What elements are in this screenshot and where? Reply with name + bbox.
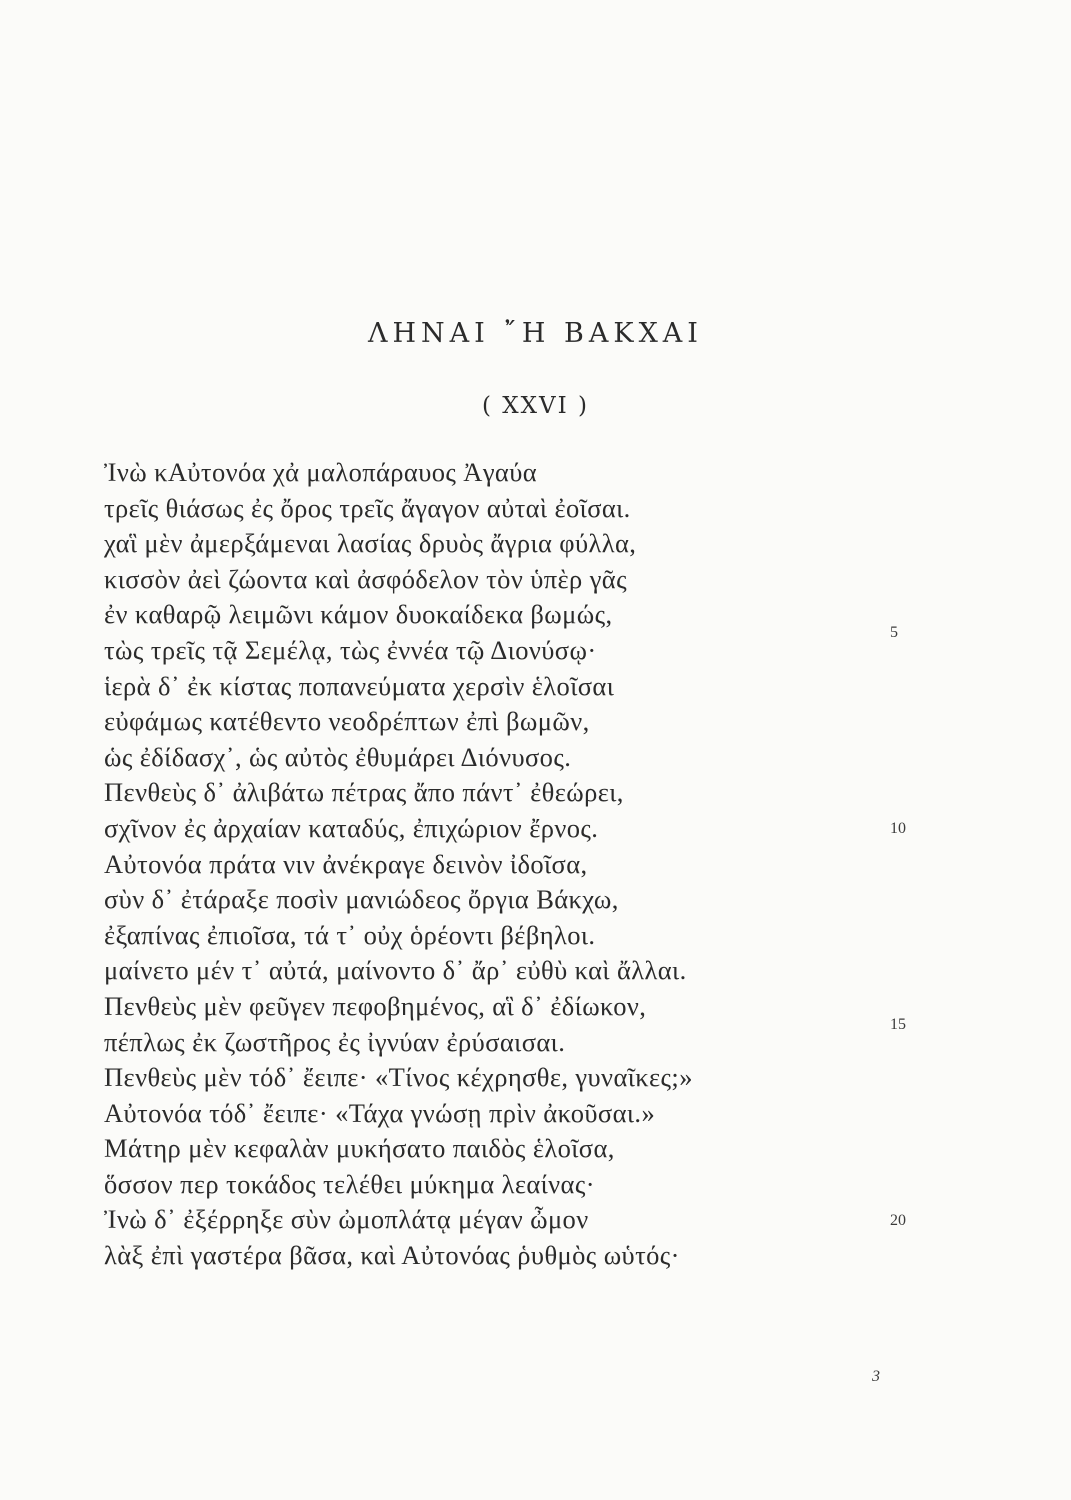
page-number: 3 — [872, 1368, 880, 1385]
verse-line: τὼς τρεῖς τᾷ Σεμέλᾳ, τὼς ἐννέα τῷ Διονύσῳ· — [104, 634, 597, 665]
verse-line: ἱερὰ δ᾽ ἐκ κίστας ποπανεύματα χερσὶν ἑλοῖσαι — [104, 670, 615, 701]
poem-number: ( XXVI ) — [481, 393, 589, 419]
verse-line: σὺν δ᾽ ἐτάραξε ποσὶν μανιώδεος ὄργια Βάκχω, — [104, 884, 619, 915]
verse-line: πέπλως ἐκ ζωστῆρος ἐς ἰγνύαν ἐρύσαισαι. — [104, 1026, 566, 1057]
verse-line: Πενθεὺς μὲν τόδ᾽ ἔειπε· «Τίνος κέχρησθε, γυναῖκες;» — [104, 1062, 693, 1093]
verse-line: Πενθεὺς μὲν φεῦγεν πεφοβημένος, αἳ δ᾽ ἐδίωκον, — [104, 990, 647, 1021]
verse-line: ἐξαπίνας ἐπιοῖσα, τά τ᾽ οὐχ ὁρέοντι βέβηλοι. — [104, 919, 596, 950]
verse-line: Ἰνὼ κΑὐτονόα χἀ μαλοπάραυος Ἀγαύα — [104, 457, 538, 487]
verse-line: Αὐτονόα τόδ᾽ ἔειπε· «Τάχα γνώσῃ πρὶν ἀκοῦσαι.» — [104, 1097, 656, 1128]
verse-line: Αὐτονόα πράτα νιν ἀνέκραγε δεινὸν ἰδοῖσα, — [104, 848, 588, 879]
verse-line: εὐφάμως κατέθεντο νεοδρέπτων ἐπὶ βωμῶν, — [104, 706, 590, 737]
verse-line: σχῖνον ἐς ἀρχαίαν καταδύς, ἐπιχώριον ἔρνος. — [104, 812, 599, 843]
line-number-5: 5 — [890, 624, 898, 641]
verse-line: Πενθεὺς δ᾽ ἀλιβάτω πέτρας ἄπο πάντ᾽ ἐθεώρει, — [104, 777, 624, 808]
verse-line: χαἳ μὲν ἀμερξάμεναι λασίας δρυὸς ἄγρια φύλλα, — [104, 528, 637, 559]
verse-line: κισσὸν ἀεὶ ζώοντα καὶ ἀσφόδελον τὸν ὑπὲρ γᾶς — [104, 563, 627, 594]
line-number-10: 10 — [890, 820, 906, 837]
verse-line: Μάτηρ μὲν κεφαλὰν μυκήσατο παιδὸς ἑλοῖσα, — [104, 1133, 615, 1164]
poem-body — [104, 455, 864, 1274]
verse-line: μαίνετο μέν τ᾽ αὐτά, μαίνοντο δ᾽ ἄρ᾽ εὐθὺ καὶ ἄλλαι. — [104, 955, 687, 986]
verse-line: τρεῖς θιάσως ἐς ὄρος τρεῖς ἄγαγον αὐταὶ ἐοῖσαι. — [104, 492, 631, 523]
verse-line: Ἰνὼ δ᾽ ἐξέρρηξε σὺν ὠμοπλάτᾳ μέγαν ὦμον — [104, 1204, 589, 1235]
line-number-15: 15 — [890, 1016, 906, 1033]
line-number-20: 20 — [890, 1212, 906, 1229]
verse-line: λὰξ ἐπὶ γαστέρα βᾶσα, καὶ Αὐτονόας ῥυθμὸς ωὑτός· — [104, 1240, 680, 1271]
verse-line: ὡς ἐδίδασχ᾽, ὡς αὐτὸς ἐθυμάρει Διόνυσος. — [104, 741, 572, 772]
verse-line: ὅσσον περ τοκάδος τελέθει μύκημα λεαίνας· — [104, 1168, 595, 1199]
verse-line: ἐν καθαρῷ λειμῶνι κάμον δυοκαίδεκα βωμώς, — [104, 599, 613, 630]
poem-title: ΛΗΝΑΙ ῎Η ΒΑΚΧΑΙ — [368, 318, 703, 349]
